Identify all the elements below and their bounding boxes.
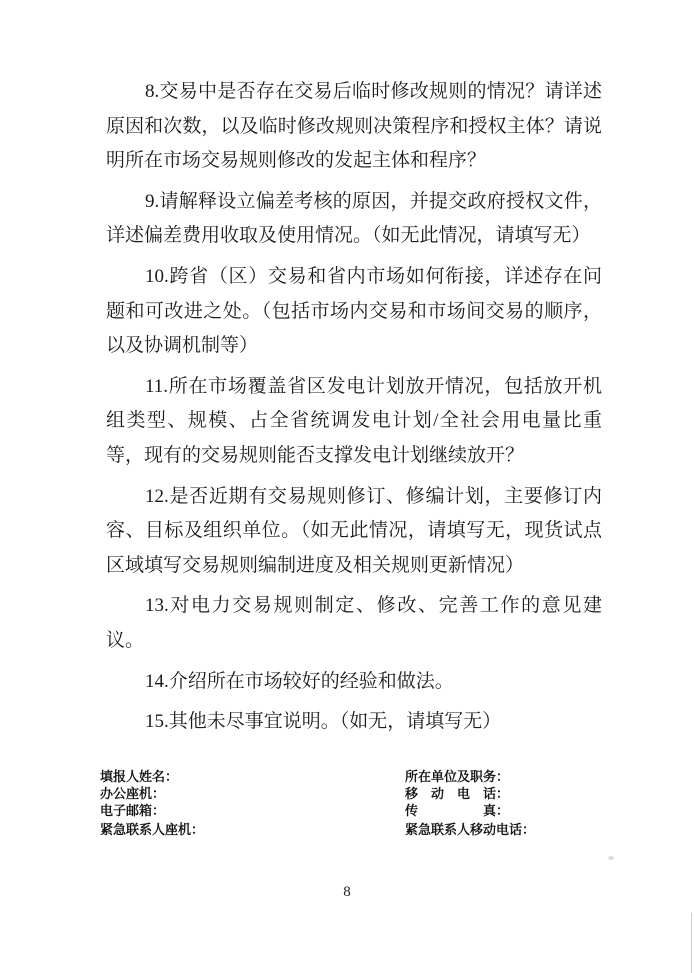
footer-label-fax: 传 真： [405,803,510,818]
question-item-14: 14.介绍所在市场较好的经验和做法。 [145,670,454,692]
contact-footer-left [100,768,204,838]
footer-label-unit-and-title: 所在单位及职务： [405,769,510,784]
question-list [106,75,602,746]
scan-artifact-line [691,913,692,973]
question-item-13: 13.对电力交易规则制定、修改、完善工作的意见建议。 [106,595,602,651]
footer-label-emergency-mobile: 紧急联系人移动电话： [405,822,536,837]
footer-label-office-phone: 办公座机： [100,786,166,801]
question-item-9: 9.请解释设立偏差考核的原因，并提交政府授权文件，详述偏差费用收取及使用情况。（如无此情况，请填写无） [106,190,602,247]
question-item-8: 8.交易中是否存在交易后临时修改规则的情况？请详述原因和次数，以及临时修改规则决策程序和授权主体？请说明所在市场交易规则修改的发起主体和程序？ [106,81,602,172]
footer-label-mobile-phone: 移 动 电 话： [405,786,510,801]
footer-label-filler-name: 填报人姓名： [100,769,179,784]
scan-artifact-dot [608,856,614,860]
question-item-10: 10.跨省（区）交易和省内市场如何衔接，详述存在问题和可改进之处。（包括市场内交易和市场间交易的顺序，以及协调机制等） [106,265,602,357]
footer-label-email: 电子邮箱： [100,803,166,818]
question-item-15: 15.其他未尽事宜说明。（如无，请填写无） [145,711,502,733]
footer-label-emergency-landline: 紧急联系人座机： [100,822,205,837]
page-number: 8 [343,884,351,900]
question-item-11: 11.所在市场覆盖省区发电计划放开情况，包括放开机组类型、规模、占全省统调发电计划/全社会用电量比重等，现有的交易规则能否支撑发电计划继续放开？ [106,375,602,466]
contact-footer-right [405,768,535,838]
question-item-12: 12.是否近期有交易规则修订、修编计划，主要修订内容、目标及组织单位。（如无此情况，请填写无，现货试点区域填写交易规则编制进度及相关规则更新情况） [106,485,602,576]
